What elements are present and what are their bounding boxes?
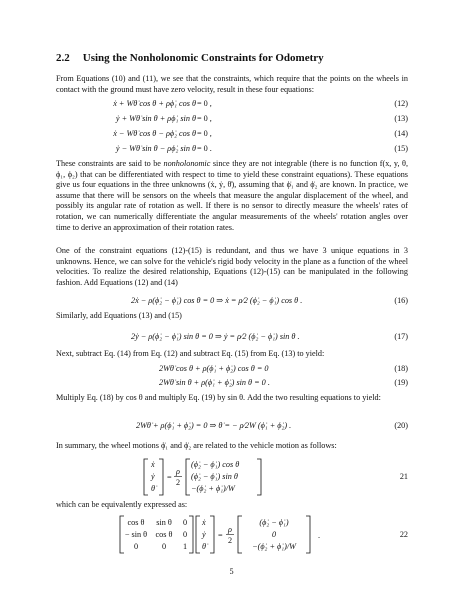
equation-20 [56,421,408,433]
fraction-denominator: 2 [227,536,233,545]
paragraph-summary: In summary, the wheel motions ϕ̇₁ and ϕ̇₂ are related to the vehicle motion as follows: [56,441,337,450]
paragraph-equivalent: which can be equivalently expressed as: [56,500,188,509]
equation-19-body: 2Wθ̇ sin θ + ρ(ϕ̇₁ + ϕ̇₂) sin θ = 0 . [159,378,270,387]
equation-14 [56,129,408,141]
paragraph-subtract: Next, subtract Eq. (14) from Eq. (12) and subtract Eq. (15) from Eq. (13) to yield: [56,349,325,358]
page-number: 5 [229,567,234,576]
rhs-entry: (ϕ̇₂ − ϕ̇₁) cos θ [191,460,240,469]
equation-20-body: 2Wθ̇ + ρ(ϕ̇₁ + ϕ̇₂) = 0 ⇒ θ̇ = − ρ⁄2W (ϕ̇₁ + ϕ̇₂) . [136,421,292,430]
rotation-entry: 1 [182,542,188,551]
bracket-left [238,516,242,553]
bracket-right [257,459,261,495]
paragraph-nonholonomic [56,159,408,233]
equation-19-number: ( 19 ) [394,378,408,389]
bracket-left [196,516,200,553]
equation-18-number: ( 18 ) [394,364,408,375]
fraction-numerator: ρ [228,525,232,534]
paragraph-intro: From Equations (10) and (11), we see that the constraints, which require that the points on the wheels in contact with the ground must have zero velocity, result in these four equations: [56,74,408,94]
equation-17 [56,332,408,344]
equals-sign: = [218,531,223,540]
equation-13-number: ( 13 ) [394,114,408,125]
bracket-right [189,516,193,553]
equation-21 [56,457,408,497]
bracket-left [186,459,190,495]
equation-12-rhs: = 0 , [197,99,212,108]
equation-13-lhs: ẏ + Wθ̇ sin θ + ρϕ̇₁ sin θ [115,114,196,123]
equation-21-matrix [56,457,408,497]
equation-15-lhs: ẏ − Wθ̇ sin θ − ρϕ̇₂ sin θ [115,144,196,153]
paragraph-multiply: Multiply Eq. (18) by cos θ and multiply Eq. (19) by sin θ. Add the two resulting equations to yield: [56,393,381,402]
equation-17-number: ( 17 ) [394,332,408,343]
paragraph-similarly: Similarly, add Equations (13) and (15) [56,311,182,320]
equation-15 [56,144,408,156]
equation-14-rhs: = 0 , [197,129,212,138]
equation-22 [56,514,408,556]
equation-15-rhs: = 0 . [197,144,212,153]
equation-14-number: ( 14 ) [394,129,408,140]
trailing-period: . [318,531,321,540]
vec-entry: ẋ [202,518,206,527]
equation-21-number: 21 [399,472,408,481]
equation-22-number: 22 [399,530,408,539]
equation-18 [56,364,408,376]
rotation-entry: 0 [133,542,139,551]
bracket-left [144,459,148,495]
equation-20-number: ( 20 ) [394,421,408,432]
section-heading [56,51,324,65]
vec-entry: θ̇ [151,484,156,493]
paragraph-redundant: One of the constraint equations (12)-(15) is redundant, and thus we have 3 unique equations in 3 unknowns. Hence, we can solve for the vehicle's rigid body velocity in the plane as a function of the wheel velocities. To realize the desired relationship, Equations (12)-(15) can be manipulated in the following fashion. Add Equations (12) and (14) [56,246,408,287]
vec-entry: ẋ [151,460,155,469]
vec-entry: ẏ [151,472,155,481]
rotation-entry: sin θ [156,518,172,527]
bracket-right [159,459,163,495]
equation-13 [56,114,408,126]
paragraph-nonholonomic-b: since they are not integrable (there is no function f(x, y, θ, ϕ₁, ϕ₂) that can be differentiated with respect to time to yield these constraint equations). These equations give us four equations in the three unknowns (ẋ, ẏ, θ̇), assuming that ϕ̇₁ and ϕ̇₂ are known. In practice, we assume that there will be sensors on the wheels that measure the angular displacement of the wheel, and possibly its angular rate of rotation as well. If there is no sensor to directly measure the wheels' rates of rotation, we can numerically differentiate the angular measurements of the wheels' rotation angles over time to derive an approximation of their rotation rates. [56,159,408,232]
rotation-entry: 0 [182,530,188,539]
section-title: Using the Nonholonomic Constraints for Odometry [82,52,324,64]
nonholonomic-term: nonholonomic [163,159,211,168]
vec-entry: ẏ [202,530,206,539]
fraction-numerator: ρ [176,467,180,476]
rhs-entry: (ϕ̇₂ − ϕ̇₁) [259,518,289,527]
equation-16-number: ( 16 ) [394,296,408,307]
equation-16 [56,296,408,308]
equation-12-lhs: ẋ + Wθ̇ cos θ + ρϕ̇₁ cos θ [113,99,196,108]
rhs-entry: −(ϕ̇₂ + ϕ̇₁)/W [191,484,235,493]
vec-entry: θ̇ [202,542,207,551]
rhs-entry: (ϕ̇₂ − ϕ̇₁) sin θ [191,472,238,481]
bracket-left [120,516,124,553]
equation-17-body: 2ẏ − ρ(ϕ̇₂ − ϕ̇₁) sin θ = 0 ⇒ ẏ = ρ⁄2 (ϕ̇₂ − ϕ̇₁) sin θ . [131,332,300,341]
bracket-right [210,516,214,553]
rotation-entry: cos θ [155,530,173,539]
equation-18-body: 2Wθ̇ cos θ + ρ(ϕ̇₁ + ϕ̇₂) cos θ = 0 [159,364,269,373]
equation-13-rhs: = 0 , [197,114,212,123]
fraction-denominator: 2 [175,478,181,487]
equation-14-lhs: ẋ − Wθ̇ cos θ − ρϕ̇₂ cos θ [113,129,196,138]
equation-19 [56,378,408,390]
rotation-entry: 0 [182,518,188,527]
equation-12 [56,99,408,111]
equals-sign: = [167,473,172,482]
rotation-entry: 0 [161,542,167,551]
equation-16-body: 2ẋ − ρ(ϕ̇₂ − ϕ̇₁) cos θ = 0 ⇒ ẋ = ρ⁄2 (ϕ̇₂ − ϕ̇₁) cos θ . [131,296,303,305]
rhs-entry: 0 [271,530,277,539]
equation-15-number: ( 15 ) [394,144,408,155]
equation-12-number: ( 12 ) [394,99,408,110]
paragraph-nonholonomic-a: These constraints are said to be [56,159,164,168]
bracket-right [306,516,310,553]
rotation-entry: − sin θ [124,530,148,539]
section-number: 2.2 [56,52,70,64]
equation-22-matrix [56,514,408,556]
rhs-entry: −(ϕ̇₂ + ϕ̇₁)/W [252,542,296,551]
rotation-entry: cos θ [127,518,145,527]
